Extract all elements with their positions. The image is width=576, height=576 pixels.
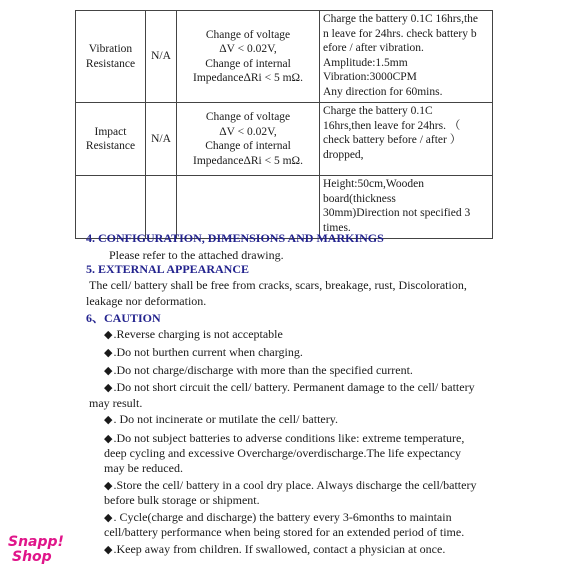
bullet-icon: ◆: [104, 512, 113, 524]
text-line: .Do not short circuit the cell/ battery. Permanent damage to the cell/ battery: [113, 380, 475, 394]
text-line: before bulk storage or shipment.: [104, 493, 260, 507]
list-item: [104, 411, 338, 428]
requirement-line: ΔV < 0.02V,: [219, 125, 277, 138]
text-line: .Do not charge/discharge with more than the specified current.: [113, 363, 413, 377]
text-line: cell/battery performance when being stored for an extended period of time.: [104, 525, 465, 539]
requirement-line: Change of internal: [205, 140, 291, 152]
item-cell: [76, 103, 146, 176]
text-line: . Do not incinerate or mutilate the cell/ battery.: [113, 412, 338, 426]
requirement-line: Change of voltage: [205, 111, 291, 123]
table-row: [76, 176, 493, 239]
na-cell: [146, 176, 177, 239]
requirement-cell: [177, 176, 320, 239]
text-line: deep cycling and excessive Overcharge/overdischarge.The life expectancy: [104, 446, 462, 460]
section-heading: 6、CAUTION: [86, 311, 161, 325]
condition-line: efore / after vibration.: [323, 42, 424, 54]
logo-text: Snapp!: [8, 534, 64, 550]
section-heading: 4. CONFIGURATION, DIMENSIONS AND MARKINGS: [86, 231, 384, 245]
requirement-line: ΔV < 0.02V,: [219, 43, 277, 55]
item-cell: [76, 176, 146, 239]
bullet-icon: ◆: [104, 365, 113, 377]
requirement-cell: [177, 11, 320, 103]
na-cell: N/A: [146, 103, 177, 176]
item-label: Resistance: [85, 57, 136, 70]
snapp-shop-logo: [8, 535, 70, 569]
text-line: may result.: [89, 396, 143, 410]
condition-cell: [320, 11, 493, 103]
section-heading: 5. EXTERNAL APPEARANCE: [86, 262, 250, 276]
bullet-icon: ◆: [104, 382, 113, 394]
bullet-icon: ◆: [104, 544, 113, 556]
list-item: [104, 326, 283, 343]
requirement-line: Change of internal: [205, 57, 291, 70]
bullet-icon: ◆: [104, 329, 113, 341]
bullet-icon: ◆: [104, 347, 113, 359]
condition-line: times.: [323, 221, 351, 234]
list-item: [104, 344, 303, 361]
text-line: .Do not burthen current when charging.: [113, 345, 303, 359]
item-label: Impact: [94, 125, 127, 138]
requirement-line: Change of voltage: [205, 28, 291, 41]
text-line: leakage nor deformation.: [86, 294, 207, 308]
table-row: [76, 103, 493, 176]
test-spec-table: [75, 10, 493, 239]
logo-text: Shop: [12, 549, 52, 565]
text-line: .Store the cell/ battery in a cool dry place. Always discharge the cell/battery: [113, 478, 477, 492]
item-label: Resistance: [85, 140, 136, 152]
item-label: Vibration: [88, 43, 133, 55]
condition-line: Vibration:3000CPM: [323, 71, 417, 83]
section-text: [86, 277, 467, 309]
condition-line: Amplitude:1.5mm: [323, 56, 408, 69]
list-item: [104, 379, 475, 396]
requirement-line: ImpedanceΔRi < 5 mΩ.: [193, 72, 303, 84]
na-cell: N/A: [146, 11, 177, 103]
condition-line: Any direction for 60mins.: [323, 85, 443, 98]
condition-cell: [320, 176, 493, 239]
text-line: .Keep away from children. If swallowed, contact a physician at once.: [113, 542, 446, 556]
condition-line: n leave for 24hrs. check battery b: [323, 27, 477, 40]
section-text: Please refer to the attached drawing.: [109, 248, 284, 262]
condition-cell: [320, 103, 493, 176]
condition-line: 30mm)Direction not specified 3: [323, 207, 471, 219]
table-row: [76, 11, 493, 103]
text-line: .Reverse charging is not acceptable: [113, 327, 283, 341]
condition-line: Charge the battery 0.1C: [323, 105, 433, 117]
bullet-icon: ◆: [104, 433, 113, 445]
item-cell: [76, 11, 146, 103]
text-line: .Do not subject batteries to adverse conditions like: extreme temperature,: [113, 431, 465, 445]
requirement-line: ImpedanceΔRi < 5 mΩ.: [193, 154, 303, 167]
condition-line: check battery before / after ）: [323, 134, 462, 146]
condition-line: dropped,: [323, 148, 364, 161]
condition-line: Charge the battery 0.1C 16hrs,the: [323, 13, 479, 25]
list-item: [104, 541, 445, 558]
bullet-icon: ◆: [104, 414, 113, 426]
text-line: The cell/ battery shall be free from cracks, scars, breakage, rust, Discoloration,: [89, 278, 467, 292]
text-line: . Cycle(charge and discharge) the battery every 3-6months to maintain: [113, 510, 452, 524]
condition-line: board(thickness: [323, 192, 396, 205]
list-item: [104, 362, 413, 379]
requirement-cell: [177, 103, 320, 176]
condition-line: Height:50cm,Wooden: [323, 178, 424, 190]
condition-line: 16hrs,then leave for 24hrs. （: [323, 119, 461, 132]
bullet-icon: ◆: [104, 480, 113, 492]
text-line: may be reduced.: [104, 461, 183, 475]
